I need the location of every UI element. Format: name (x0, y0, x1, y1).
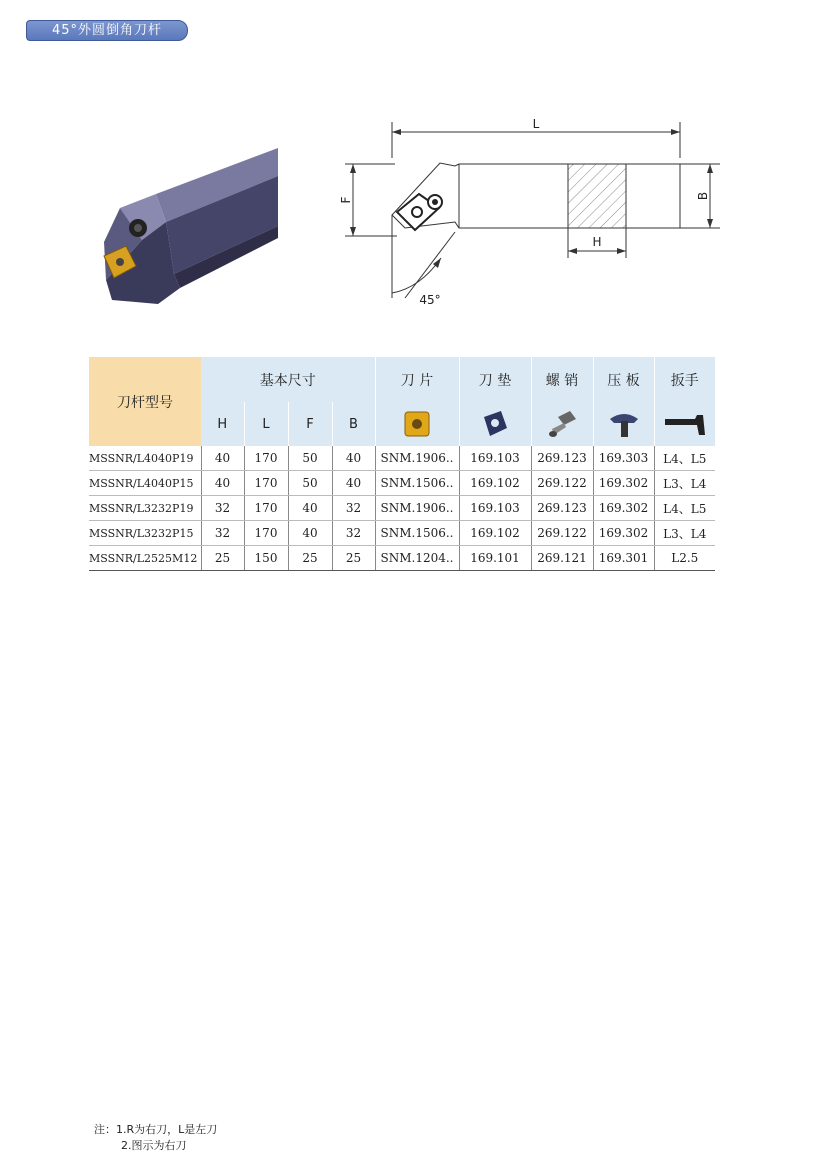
clamp-header: 压 板 (593, 357, 654, 402)
table-row: MSSNR/L2525M12 25 150 25 25 SNM.1204.. 169.101 269.121 169.301 L2.5 (89, 546, 715, 571)
dim-l-label: L (532, 117, 540, 131)
table-row: MSSNR/L3232P19 32 170 40 32 SNM.1906.. 169.103 269.123 169.302 L4、L5 (89, 496, 715, 521)
dim-h-label: H (592, 235, 602, 249)
screw-pin-icon (531, 402, 593, 446)
clamp-icon (593, 402, 654, 446)
dim-b-label: B (696, 191, 710, 201)
col-h-header: H (201, 402, 244, 446)
footnotes (94, 1122, 217, 1154)
model-column-header: 刀杆型号 (89, 357, 201, 446)
insert-icon (375, 402, 459, 446)
wrench-header: 扳手 (654, 357, 715, 402)
insert-header: 刀 片 (375, 357, 459, 402)
shim-icon (459, 402, 531, 446)
table-row: MSSNR/L4040P15 40 170 50 40 SNM.1506.. 169.102 269.122 169.302 L3、L4 (89, 471, 715, 496)
basic-dimensions-header: 基本尺寸 (201, 357, 375, 402)
screw-pin-header: 螺 销 (531, 357, 593, 402)
table-row: MSSNR/L3232P15 32 170 40 32 SNM.1506.. 169.102 269.122 169.302 L3、L4 (89, 521, 715, 546)
shim-header: 刀 垫 (459, 357, 531, 402)
dim-f-label: F (339, 196, 353, 204)
col-l-header: L (244, 402, 288, 446)
wrench-icon (654, 402, 715, 446)
col-f-header: F (288, 402, 332, 446)
note-line-2: 2.图示为右刀 (121, 1139, 187, 1152)
dimension-diagram (335, 108, 735, 308)
col-b-header: B (332, 402, 375, 446)
note-line-1: 注：1.R为右刀，L是左刀 (94, 1123, 218, 1136)
table-row: MSSNR/L4040P19 40 170 50 40 SNM.1906.. 169.103 269.123 169.303 L4、L5 (89, 446, 715, 471)
angle-label: 45° (419, 293, 441, 307)
section-title-tab: 45°外圆倒角刀杆 (26, 20, 188, 41)
tool-holder-image (96, 142, 286, 312)
spec-table (89, 357, 715, 571)
